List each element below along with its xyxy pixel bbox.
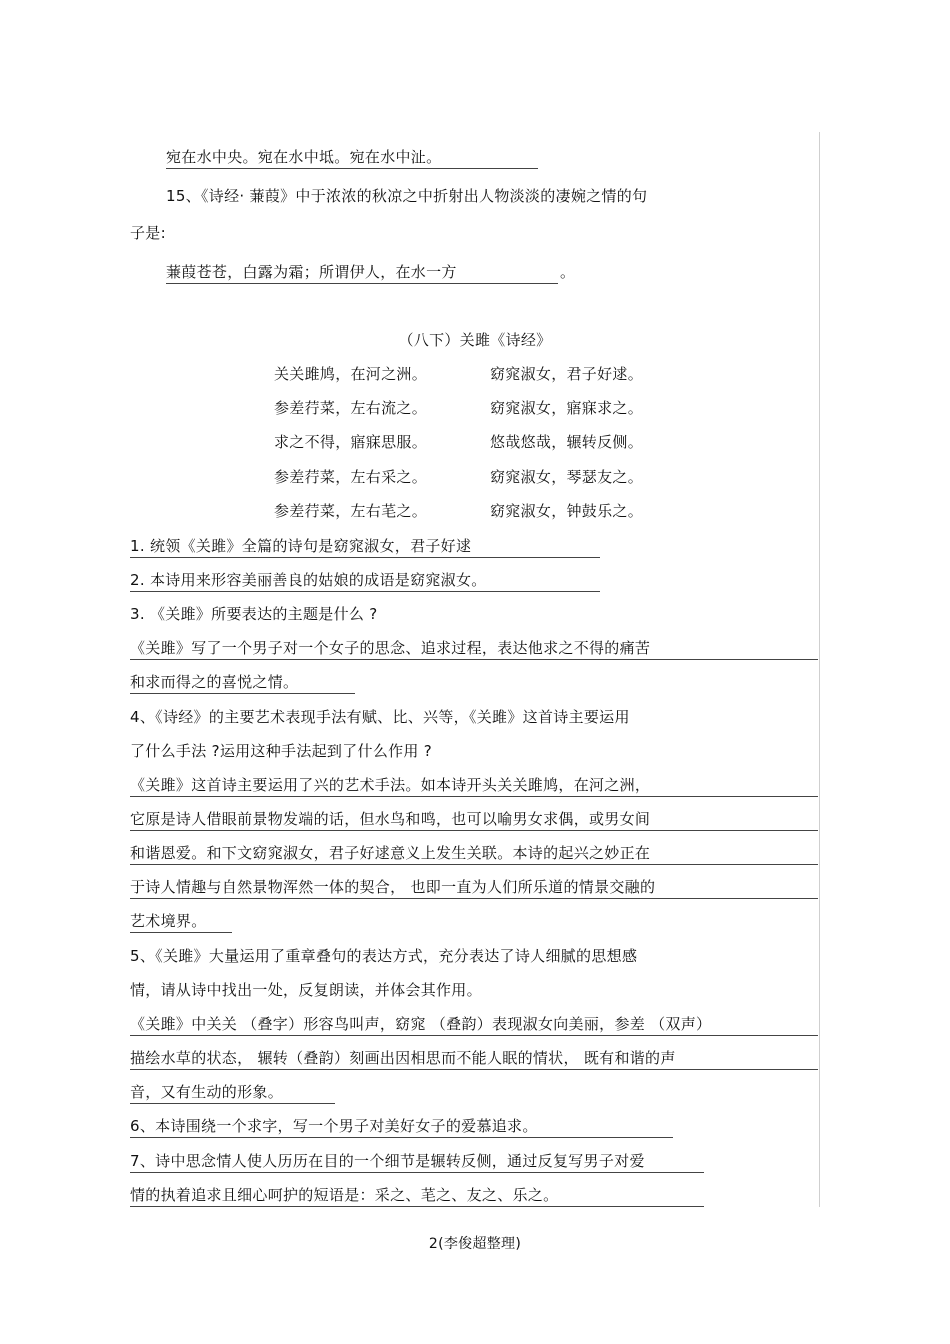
right-margin-rule: [819, 132, 820, 1207]
answer-3-line1: 《关雎》写了一个男子对一个女子的思念、追求过程，表达他求之不得的痛苦: [130, 638, 818, 660]
answer-4-line3: 和谐恩爱。和下文窈窕淑女，君子好逑意义上发生关联。本诗的起兴之妙正在: [130, 843, 818, 865]
question-3: 3. 《关雎》所要表达的主题是什么 ?: [130, 605, 378, 623]
q15-answer-period: 。: [560, 263, 576, 281]
answer-4-line1: 《关雎》这首诗主要运用了兴的艺术手法。如本诗开头关关雎鸠，在河之洲，: [130, 775, 818, 797]
q15-text-line1: 15、《诗经· 蒹葭》中于浓浓的秋凉之中折射出人物淡淡的凄婉之情的句: [166, 187, 648, 205]
answer-5-line1: 《关雎》中关关 （叠字）形容鸟叫声，窈窕 （叠韵）表现淑女向美丽，参差 （双声）: [130, 1014, 818, 1036]
question-7-line1: 7、诗中思念情人使人历历在目的一个细节是辗转反侧，通过反复写男子对爱: [130, 1151, 704, 1173]
page-footer: 2(李俊超整理): [428, 1236, 522, 1252]
question-2: 2. 本诗用来形容美丽善良的姑娘的成语是窈窕淑女。: [130, 570, 600, 592]
question-5-line2: 情，请从诗中找出一处，反复朗读，并体会其作用。: [130, 981, 482, 999]
poem-line-right: 窈窕淑女，钟鼓乐之。: [490, 502, 644, 520]
poem-line-right: 窈窕淑女，琴瑟友之。: [490, 468, 644, 486]
poem-line-left: 求之不得，寤寐思服。: [274, 433, 428, 451]
poem-line-left: 参差荇菜，左右芼之。: [274, 502, 428, 520]
question-4-line2: 了什么手法 ?运用这种手法起到了什么作用 ?: [130, 742, 433, 760]
prev-answer: 宛在水中央。宛在水中坻。宛在水中沚。: [166, 147, 538, 169]
answer-5-line3: 音，又有生动的形象。: [130, 1082, 335, 1104]
poem-line-left: 参差荇菜，左右采之。: [274, 468, 428, 486]
poem-line-right: 窈窕淑女，君子好逑。: [490, 365, 644, 383]
answer-4-line2: 它原是诗人借眼前景物发端的话，但水鸟和鸣，也可以喻男女求偶，或男女间: [130, 809, 818, 831]
answer-4-line4: 于诗人情趣与自然景物浑然一体的契合， 也即一直为人们所乐道的情景交融的: [130, 877, 818, 899]
q15-text-line2: 子是:: [130, 224, 166, 242]
poem-title: （八下）关雎《诗经》: [398, 331, 552, 349]
question-1: 1. 统领《关雎》全篇的诗句是窈窕淑女，君子好逑: [130, 536, 600, 558]
poem-line-right: 悠哉悠哉，辗转反侧。: [490, 433, 644, 451]
question-7-line2: 情的执着追求且细心呵护的短语是：采之、芼之、友之、乐之。: [130, 1185, 704, 1207]
poem-line-right: 窈窕淑女，寤寐求之。: [490, 399, 644, 417]
answer-5-line2: 描绘水草的状态， 辗转（叠韵）刻画出因相思而不能人眠的情状， 既有和谐的声: [130, 1048, 818, 1070]
q15-answer: 蒹葭苍苍，白露为霜；所谓伊人，在水一方: [166, 262, 558, 284]
question-4-line1: 4、《诗经》的主要艺术表现手法有赋、比、兴等，《关雎》这首诗主要运用: [130, 708, 630, 726]
answer-4-line5: 艺术境界。: [130, 911, 232, 933]
question-6: 6、本诗围绕一个求字，写一个男子对美好女子的爱慕追求。: [130, 1116, 673, 1138]
answer-3-line2: 和求而得之的喜悦之情。: [130, 672, 355, 694]
poem-line-left: 参差荇菜，左右流之。: [274, 399, 428, 417]
poem-line-left: 关关雎鸠，在河之洲。: [274, 365, 428, 383]
question-5-line1: 5、《关雎》大量运用了重章叠句的表达方式，充分表达了诗人细腻的思想感: [130, 947, 638, 965]
